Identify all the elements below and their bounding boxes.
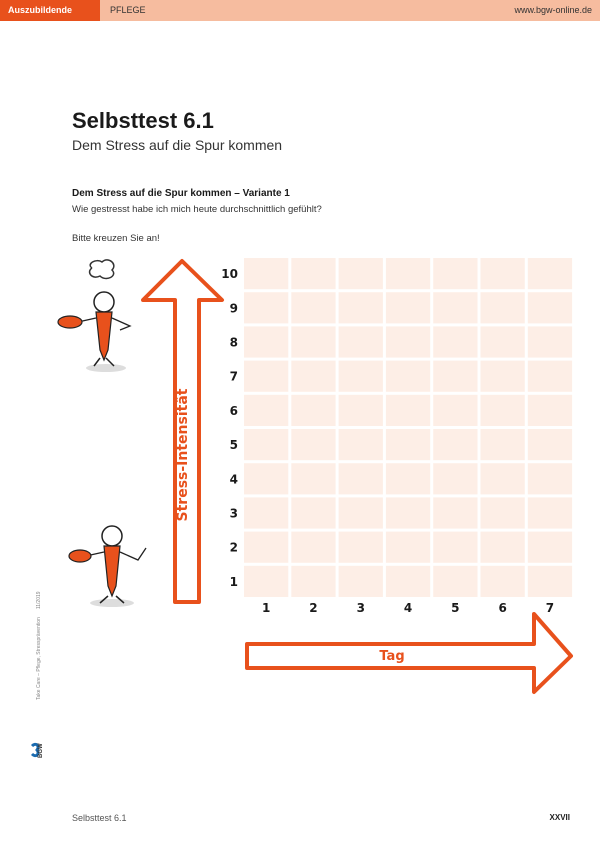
- page-title: Selbsttest 6.1: [72, 108, 214, 133]
- grid-cell[interactable]: [244, 429, 288, 460]
- grid-cell[interactable]: [528, 497, 572, 528]
- grid-cell[interactable]: [244, 566, 288, 597]
- grid-cell[interactable]: [386, 326, 430, 357]
- grid-cell[interactable]: [386, 258, 430, 289]
- y-tick-label: 5: [229, 438, 238, 453]
- grid-cell[interactable]: [291, 361, 335, 392]
- grid-cell[interactable]: [244, 361, 288, 392]
- grid-cell[interactable]: [433, 429, 477, 460]
- grid-cell[interactable]: [291, 292, 335, 323]
- grid-cell[interactable]: [433, 292, 477, 323]
- grid-cell[interactable]: [244, 532, 288, 563]
- rating-grid[interactable]: [244, 258, 572, 597]
- grid-cell[interactable]: [481, 532, 525, 563]
- grid-cell[interactable]: [528, 566, 572, 597]
- grid-cell[interactable]: [433, 326, 477, 357]
- grid-cell[interactable]: [386, 497, 430, 528]
- grid-cell[interactable]: [481, 258, 525, 289]
- grid-cell[interactable]: [291, 497, 335, 528]
- x-tick-label: 3: [356, 601, 365, 615]
- grid-cell[interactable]: [244, 326, 288, 357]
- grid-cell[interactable]: [244, 258, 288, 289]
- relaxed-figure-illustration: [69, 526, 146, 607]
- grid-cell[interactable]: [528, 258, 572, 289]
- variant-heading: Dem Stress auf die Spur kommen – Variante 1: [72, 188, 290, 199]
- grid-cell[interactable]: [339, 532, 383, 563]
- grid-cell[interactable]: [291, 429, 335, 460]
- y-axis-ticks: [221, 267, 238, 589]
- grid-cell[interactable]: [339, 292, 383, 323]
- grid-cell[interactable]: [339, 566, 383, 597]
- y-tick-label: 1: [229, 574, 238, 589]
- grid-cell[interactable]: [528, 395, 572, 426]
- grid-cell[interactable]: [291, 566, 335, 597]
- grid-cell[interactable]: [481, 395, 525, 426]
- y-tick-label: 4: [229, 472, 238, 487]
- grid-cell[interactable]: [291, 395, 335, 426]
- y-tick-label: 10: [221, 267, 238, 282]
- x-axis-ticks: [262, 601, 554, 615]
- x-axis-label: Tag: [379, 649, 405, 664]
- x-tick-label: 1: [261, 601, 271, 615]
- grid-cell[interactable]: [433, 566, 477, 597]
- y-tick-label: 2: [229, 540, 238, 555]
- x-tick-label: 4: [403, 601, 413, 615]
- y-tick-label: 7: [229, 369, 238, 384]
- grid-cell[interactable]: [339, 429, 383, 460]
- grid-cell[interactable]: [339, 395, 383, 426]
- y-axis-label: Stress-Intensität: [175, 388, 191, 522]
- side-note: Take Care – Pflege, Stressprävention11/2019: [36, 591, 42, 700]
- grid-cell[interactable]: [244, 395, 288, 426]
- grid-cell[interactable]: [386, 395, 430, 426]
- grid-cell[interactable]: [386, 532, 430, 563]
- grid-cell[interactable]: [528, 532, 572, 563]
- grid-cell[interactable]: [291, 463, 335, 494]
- grid-cell[interactable]: [481, 361, 525, 392]
- grid-cell[interactable]: [339, 497, 383, 528]
- grid-cell[interactable]: [528, 326, 572, 357]
- grid-cell[interactable]: [386, 463, 430, 494]
- grid-cell[interactable]: [433, 258, 477, 289]
- grid-cell[interactable]: [244, 497, 288, 528]
- grid-cell[interactable]: [481, 497, 525, 528]
- grid-cell[interactable]: [244, 463, 288, 494]
- x-tick-label: 6: [498, 601, 507, 615]
- y-tick-label: 6: [229, 403, 238, 418]
- x-axis-arrow: [247, 614, 571, 692]
- grid-cell[interactable]: [481, 463, 525, 494]
- grid-cell[interactable]: [481, 429, 525, 460]
- grid-cell[interactable]: [528, 361, 572, 392]
- grid-cell[interactable]: [291, 326, 335, 357]
- y-tick-label: 9: [229, 301, 238, 316]
- grid-cell[interactable]: [433, 361, 477, 392]
- sector-label: PFLEGE: [110, 5, 146, 15]
- grid-cell[interactable]: [291, 532, 335, 563]
- grid-cell[interactable]: [528, 429, 572, 460]
- stressed-figure-illustration: [58, 260, 130, 372]
- page-number: XXVII: [549, 813, 570, 822]
- bgw-logo-text: BGW: [38, 743, 44, 758]
- grid-cell[interactable]: [244, 292, 288, 323]
- grid-cell[interactable]: [339, 258, 383, 289]
- grid-cell[interactable]: [433, 463, 477, 494]
- x-tick-label: 7: [545, 601, 555, 615]
- question-text: Wie gestresst habe ich mich heute durchschnittlich gefühlt?: [72, 204, 322, 215]
- grid-cell[interactable]: [386, 361, 430, 392]
- grid-cell[interactable]: [481, 566, 525, 597]
- y-axis-arrow: [143, 261, 222, 602]
- grid-cell[interactable]: [433, 532, 477, 563]
- grid-cell[interactable]: [386, 566, 430, 597]
- grid-cell[interactable]: [433, 395, 477, 426]
- grid-cell[interactable]: [386, 292, 430, 323]
- grid-cell[interactable]: [339, 463, 383, 494]
- grid-cell[interactable]: [481, 326, 525, 357]
- page-subtitle: Dem Stress auf die Spur kommen: [72, 137, 283, 153]
- footer-title: Selbsttest 6.1: [72, 813, 127, 823]
- x-tick-label: 2: [309, 601, 318, 615]
- y-tick-label: 8: [229, 335, 238, 350]
- grid-cell[interactable]: [291, 258, 335, 289]
- y-tick-label: 3: [229, 506, 238, 521]
- grid-cell[interactable]: [528, 292, 572, 323]
- audience-tag: Auszubildende: [0, 0, 100, 21]
- grid-cell[interactable]: [528, 463, 572, 494]
- website-link[interactable]: www.bgw-online.de: [514, 5, 592, 15]
- grid-cell[interactable]: [433, 497, 477, 528]
- grid-cell[interactable]: [386, 429, 430, 460]
- x-tick-label: 5: [451, 601, 460, 615]
- grid-cell[interactable]: [339, 361, 383, 392]
- grid-cell[interactable]: [339, 326, 383, 357]
- instruction-text: Bitte kreuzen Sie an!: [72, 233, 160, 244]
- grid-cell[interactable]: [481, 292, 525, 323]
